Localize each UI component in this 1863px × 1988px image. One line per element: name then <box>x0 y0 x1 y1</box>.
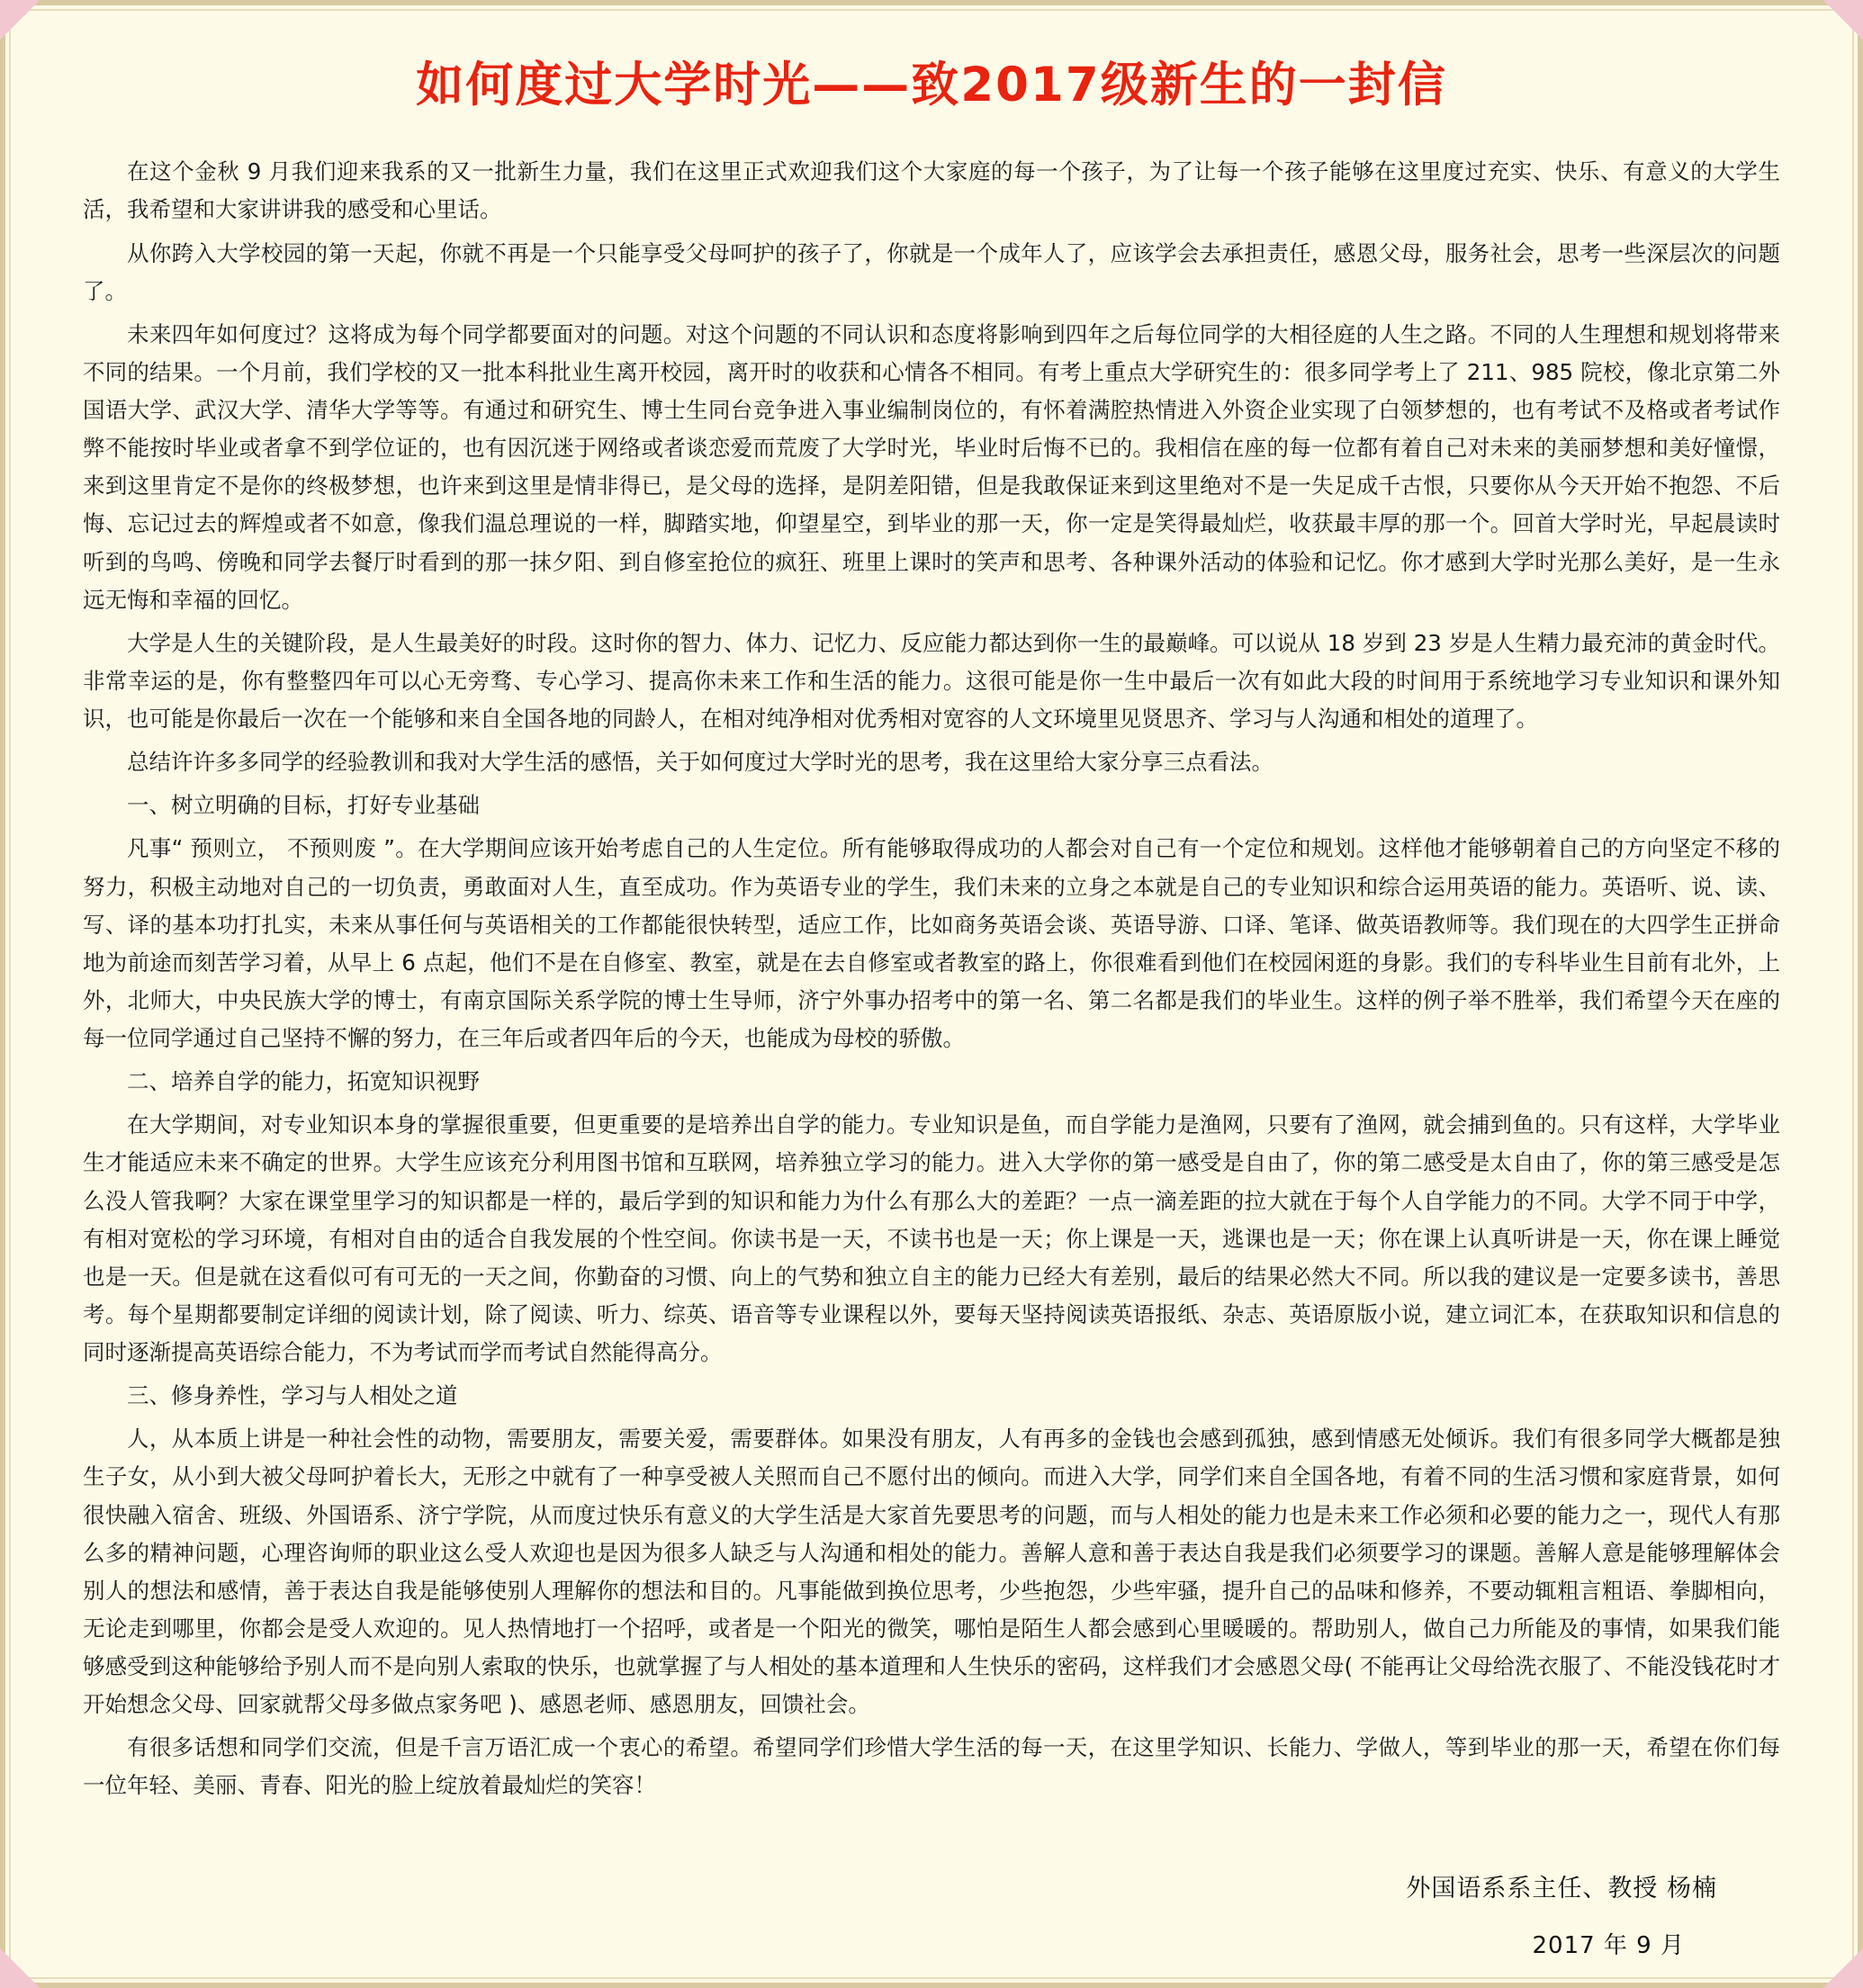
paragraph: 在大学期间，对专业知识本身的掌握很重要，但更重要的是培养出自学的能力。专业知识是鱼，而自学能力是渔网，只要有了渔网，就会捕到鱼的。只有这样，大学毕业生才能适应未来不确定的世界。大学生应该充分利用图书馆和互联网，培养独立学习的能力。进入大学你的第一感受是自由了，你的第二感受是太自由了，你的第三感受是怎么没人管我啊？大家在课堂里学习的知识都是一样的，最后学到的知识和能力为什么有那么大的差距？一点一滴差距的拉大就在于每个人自学能力的不同。大学不同于中学，有相对宽松的学习环境，有相对自由的适合自我发展的个性空间。你读书是一天，不读书也是一天；你上课是一天，逃课也是一天；你在课上认真听讲是一天，你在课上睡觉也是一天。但是就在这看似可有可无的一天之间，你勤奋的习惯、向上的气势和独立自主的能力已经大有差别，最后的结果必然大不同。所以我的建议是一定要多读书，善思考。每个星期都要制定详细的阅读计划，除了阅读、听力、综英、语音等专业课程以外，要每天坚持阅读英语报纸、杂志、英语原版小说，建立词汇本，在获取知识和信息的同时逐渐提高英语综合能力，不为考试而学而考试自然能得高分。 <box>83 1111 1780 1365</box>
paragraph: 总结许许多多同学的经验教训和我对大学生活的感悟，关于如何度过大学时光的思考，我在这里给大家分享三点看法。 <box>127 749 1274 776</box>
signature-date: 2017 年 9 月 <box>1532 1931 1685 1959</box>
signature-block <box>83 1868 1780 1960</box>
letter-body <box>83 153 1780 1804</box>
paragraph: 大学是人生的关键阶段，是人生最美好的时段。这时你的智力、体力、记忆力、反应能力都达到你一生的最巅峰。可以说从 18 岁到 23 岁是人生精力最充沛的黄金时代。非常幸运的是，你有整整四年可以心无旁骛、专心学习、提高你未来工作和生活的能力。这很可能是你一生中最后一次有如此大段的时间用于系统地学习专业知识和课外知识，也可能是你最后一次在一个能够和来自全国各地的同龄人，在相对纯净相对优秀相对宽容的人文环境里见贤思齐、学习与人沟通和相处的道理了。 <box>83 629 1780 732</box>
signature-name: 外国语系系主任、教授 杨楠 <box>1406 1874 1717 1903</box>
section-heading-two: 二、培养自学的能力，拓宽知识视野 <box>127 1068 480 1095</box>
section-heading-one: 一、树立明确的目标，打好专业基础 <box>127 792 480 819</box>
paragraph: 凡事“ 预则立， 不预则废 ”。在大学期间应该开始考虑自己的人生定位。所有能够取得成功的人都会对自己有一个定位和规划。这样他才能够朝着自己的方向坚定不移的努力，积极主动地对自己的一切负责，勇敢面对人生，直至成功。作为英语专业的学生，我们未来的立身之本就是自己的专业知识和综合运用英语的能力。英语听、说、读、写、译的基本功打扎实，未来从事任何与英语相关的工作都能很快转型，适应工作，比如商务英语会谈、英语导游、口译、笔译、做英语教师等。我们现在的大四学生正拼命地为前途而刻苦学习着，从早上 6 点起，他们不是在自修室、教室，就是在去自修室或者教室的路上，你很难看到他们在校园闲逛的身影。我们的专科毕业生目前有北外，上外，北师大，中央民族大学的博士，有南京国际关系学院的博士生导师，济宁外事办招考中的第一名、第二名都是我们的毕业生。这样的例子举不胜举，我们希望今天在座的每一位同学通过自己坚持不懈的努力，在三年后或者四年后的今天，也能成为母校的骄傲。 <box>83 835 1780 1051</box>
page-title: 如何度过大学时光——致2017级新生的一封信 <box>416 58 1447 112</box>
paragraph: 未来四年如何度过？这将成为每个同学都要面对的问题。对这个问题的不同认识和态度将影响到四年之后每位同学的大相径庭的人生之路。不同的人生理想和规划将带来不同的结果。一个月前，我们学校的又一批本科批业生离开校园，离开时的收获和心情各不相同。有考上重点大学研究生的：很多同学考上了 211、985 院校，像北京第二外国语大学、武汉大学、清华大学等等。有通过和研究生、博士生同台竞争进入事业编制岗位的，有怀着满腔热情进入外资企业实现了白领梦想的，也有考试不及格或者考试作弊不能按时毕业或者拿不到学位证的，也有因沉迷于网络或者谈恋爱而荒废了大学时光，毕业时后悔不已的。我相信在座的每一位都有着自己对未来的美丽梦想和美好憧憬，来到这里肯定不是你的终极梦想，也许来到这里是情非得已，是父母的选择，是阴差阳错，但是我敢保证来到这里绝对不是一失足成千古恨，只要你从今天开始不抱怨、不后悔、忘记过去的辉煌或者不如意，像我们温总理说的一样，脚踏实地，仰望星空，到毕业的那一天，你一定是笑得最灿烂，收获最丰厚的那一个。回首大学时光，早起晨读时听到的鸟鸣、傍晚和同学去餐厅时看到的那一抹夕阳、到自修室抢位的疯狂、班里上课时的笑声和思考、各种课外活动的体验和记忆。你才感到大学时光那么美好，是一生永远无悔和幸福的回忆。 <box>83 320 1780 613</box>
paragraph: 从你跨入大学校园的第一天起，你就不再是一个只能享受父母呵护的孩子了，你就是一个成年人了，应该学会去承担责任，感恩父母，服务社会，思考一些深层次的问题了。 <box>83 239 1780 304</box>
paragraph: 有很多话想和同学们交流，但是千言万语汇成一个衷心的希望。希望同学们珍惜大学生活的每一天，在这里学知识、长能力、学做人，等到毕业的那一天，希望在你们每一位年轻、美丽、青春、阳光的脸上绽放着最灿烂的笑容！ <box>83 1734 1780 1799</box>
paragraph: 在这个金秋 9 月我们迎来我系的又一批新生力量，我们在这里正式欢迎我们这个大家庭的每一个孩子，为了让每一个孩子能够在这里度过充实、快乐、有意义的大学生活，我希望和大家讲讲我的感受和心里话。 <box>83 158 1780 223</box>
section-heading-three: 三、修身养性，学习与人相处之道 <box>127 1382 458 1409</box>
paragraph: 人，从本质上讲是一种社会性的动物，需要朋友，需要关爱，需要群体。如果没有朋友，人有再多的金钱也会感到孤独，感到情感无处倾诉。我们有很多同学大概都是独生子女，从小到大被父母呵护着长大，无形之中就有了一种享受被人关照而自己不愿付出的倾向。而进入大学，同学们来自全国各地，有着不同的生活习惯和家庭背景，如何很快融入宿舍、班级、外国语系、济宁学院，从而度过快乐有意义的大学生活是大家首先要思考的问题，而与人相处的能力也是未来工作必须和必要的能力之一，现代人有那么多的精神问题，心理咨询师的职业这么受人欢迎也是因为很多人缺乏与人沟通和相处的能力。善解人意和善于表达自我是我们必须要学习的课题。善解人意是能够理解体会别人的想法和感情，善于表达自我是能够使别人理解你的想法和目的。凡事能做到换位思考，少些抱怨，少些牢骚，提升自己的品味和修养，不要动辄粗言粗语、拳脚相向，无论走到哪里，你都会是受人欢迎的。见人热情地打一个招呼，或者是一个阳光的微笑，哪怕是陌生人都会感到心里暖暖的。帮助别人，做自己力所能及的事情，如果我们能够感受到这种能够给予别人而不是向别人索取的快乐，也就掌握了与人相处的基本道理和人生快乐的密码，这样我们才会感恩父母( 不能再让父母给洗衣服了、不能没钱花时才开始想念父母、回家就帮父母多做点家务吧 )、感恩老师、感恩朋友，回馈社会。 <box>83 1426 1780 1718</box>
